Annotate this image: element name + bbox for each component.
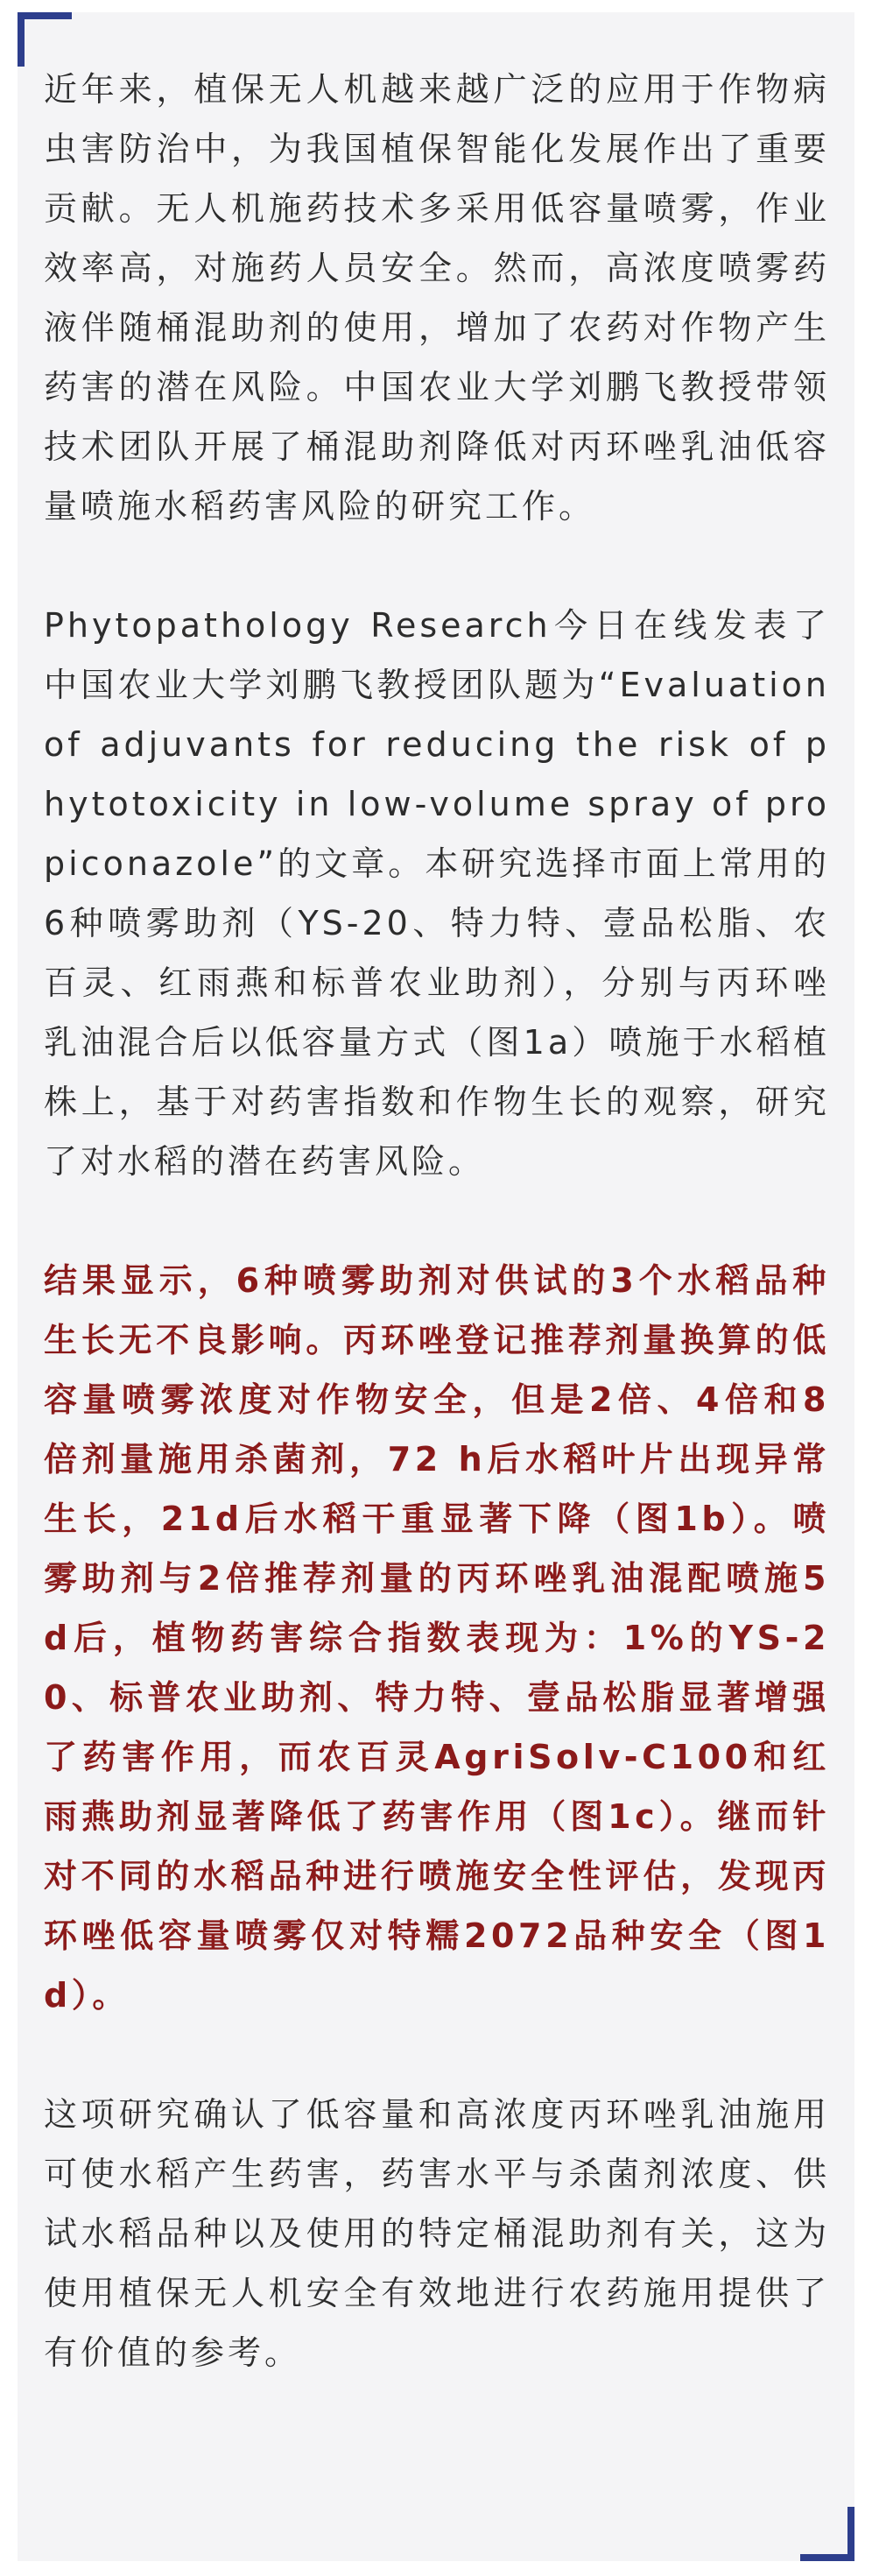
- paragraph-results: 结果显示，6种喷雾助剂对供试的3个水稻品种生长无不良影响。丙环唑登记推荐剂量换算的低容量喷雾浓度对作物安全，但是2倍、4倍和8倍剂量施用杀菌剂，72 h后水稻叶片出现异常生长，21d后水稻干重显著下降（图1b）。喷雾助剂与2倍推荐剂量的丙环唑乳油混配喷施5d后，植物药害综合指数表现为：1%的YS-20、标普农业助剂、特力特、壹品松脂显著增强了药害作用，而农百灵AgriSolv-C100和红雨燕助剂显著降低了药害作用（图1c）。继而针对不同的水稻品种进行喷施安全性评估，发现丙环唑低容量喷雾仅对特糯2072品种安全（图1d）。: [44, 1261, 830, 2015]
- paragraph-intro: 近年来，植保无人机越来越广泛的应用于作物病虫害防治中，为我国植保智能化发展作出了重要贡献。无人机施药技术多采用低容量喷雾，作业效率高，对施药人员安全。然而，高浓度喷雾药液伴随桶混助剂的使用，增加了农药对作物产生药害的潜在风险。中国农业大学刘鹏飞教授带领技术团队开展了桶混助剂降低对丙环唑乳油低容量喷施水稻药害风险的研究工作。: [44, 70, 830, 526]
- article-body: [44, 60, 830, 2382]
- paragraph-conclusion: 这项研究确认了低容量和高浓度丙环唑乳油施用可使水稻产生药害，药害水平与杀菌剂浓度、供试水稻品种以及使用的特定桶混助剂有关，这为使用植保无人机安全有效地进行农药施用提供了有价值的参考。: [44, 2095, 830, 2372]
- paragraph-publication: Phytopathology Research今日在线发表了中国农业大学刘鹏飞教授团队题为“Evaluation of adjuvants for reducing the risk of phytotoxicity in low-volume spray of propiconazole”的文章。本研究选择市面上常用的6种喷雾助剂（YS-20、特力特、壹品松脂、农百灵、红雨燕和标普农业助剂），分别与丙环唑乳油混合后以低容量方式（图1a）喷施于水稻植株上，基于对药害指数和作物生长的观察，研究了对水稻的潜在药害风险。: [44, 606, 830, 1181]
- bottom-right-corner-bracket: [800, 2507, 854, 2561]
- top-left-corner-bracket: [18, 12, 72, 67]
